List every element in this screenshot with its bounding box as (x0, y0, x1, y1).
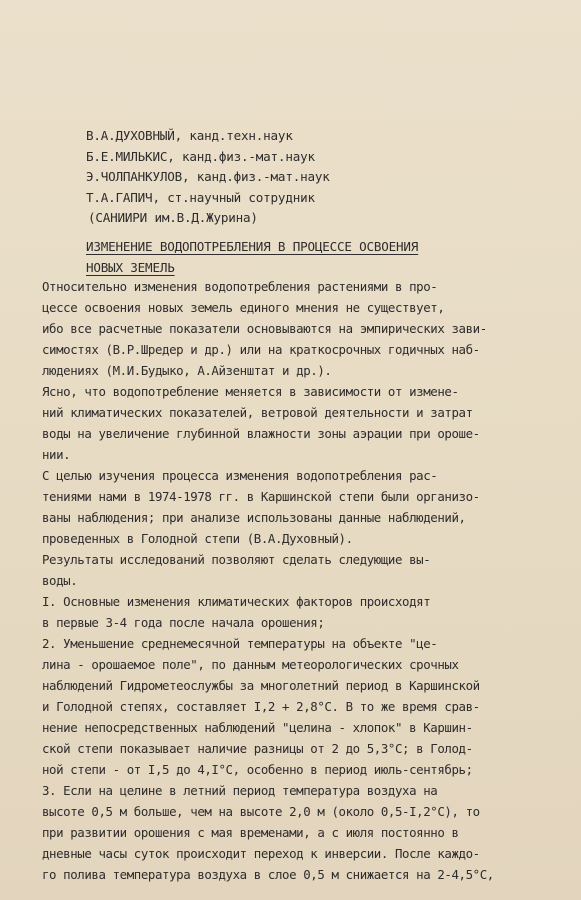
text-line: ваны наблюдения; при анализе использованы данные наблюдений, (42, 510, 466, 525)
article-title (86, 236, 418, 278)
text-line: цессе освоения новых земель единого мнения не существует, (42, 300, 445, 315)
text-line: ний климатических показателей, ветровой деятельности и затрат (42, 405, 473, 420)
text-line: го полива температура воздуха в слое 0,5 м снижается на 2-4,5°С, (42, 867, 494, 882)
text-line: Результаты исследований позволяют сделать следующие вы- (42, 552, 431, 567)
text-line: ской степи показывает наличие разницы от 2 до 5,3°С; в Голод- (42, 741, 473, 756)
text-line: нение непосредственных наблюдений "целина - хлопок" в Каршин- (42, 720, 473, 735)
text-line: воды. (42, 573, 78, 588)
author-line: Э.ЧОЛПАНКУЛОВ, канд.физ.-мат.наук (86, 169, 330, 184)
text-line: людениях (М.И.Будыко, А.Айзенштат и др.). (42, 363, 332, 378)
title-line: ИЗМЕНЕНИЕ ВОДОПОТРЕБЛЕНИЯ В ПРОЦЕССЕ ОСВОЕНИЯ (86, 239, 419, 254)
text-line: I. Основные изменения климатических факторов происходят (42, 594, 431, 609)
text-line: в первые 3-4 года после начала орошения; (42, 615, 325, 630)
text-line: 3. Если на целине в летний период температура воздуха на (42, 783, 438, 798)
text-line: высоте 0,5 м больше, чем на высоте 2,0 м (около 0,5-I,2°С), то (42, 804, 480, 819)
author-block (86, 126, 330, 229)
author-line: Т.А.ГАПИЧ, ст.научный сотрудник (86, 189, 315, 205)
text-line: ибо все расчетные показатели основываются на эмпирических зави- (42, 321, 487, 336)
author-line: В.А.ДУХОВНЫЙ, канд.техн.наук (86, 128, 293, 143)
text-line: тениями нами в 1974-1978 гг. в Каршинской степи были организо- (42, 489, 480, 504)
text-line: Относительно изменения водопотребления растениями в про- (42, 279, 438, 294)
text-line: нии. (42, 447, 71, 462)
text-line: при развитии орошения с мая временами, а с июля постоянно в (42, 825, 459, 840)
text-line: 2. Уменьшение среднемесячной температуры на объекте "це- (42, 636, 438, 651)
text-line: дневные часы суток происходит переход к инверсии. После каждо- (42, 846, 480, 861)
text-line: Ясно, что водопотребление меняется в зависимости от измене- (42, 384, 459, 399)
text-line: С целью изучения процесса изменения водопотребления рас- (42, 468, 438, 483)
text-line: лина - орошаемое поле", по данным метеорологических срочных (42, 657, 459, 672)
text-line: воды на увеличение глубинной влажности зоны аэрации при ороше- (42, 426, 480, 441)
text-line: симостях (В.Р.Шредер и др.) или на краткосрочных годичных наб- (42, 342, 480, 357)
text-line: проведенных в Голодной степи (В.А.Духовный). (42, 531, 353, 546)
title-line: НОВЫХ ЗЕМЕЛЬ (86, 260, 175, 275)
body-text (42, 276, 542, 885)
text-line: и Голодной степях, составляет I,2 + 2,8°С. В то же время срав- (42, 699, 480, 714)
author-line: Б.Е.МИЛЬКИС, канд.физ.-мат.наук (86, 148, 315, 164)
text-line: ной степи - от I,5 до 4,I°С, особенно в период июль-сентябрь; (42, 762, 473, 777)
affiliation: (САНИИРИ им.В.Д.Журина) (88, 210, 258, 225)
text-line: наблюдений Гидрометеослужбы за многолетний период в Каршинской (42, 678, 480, 693)
